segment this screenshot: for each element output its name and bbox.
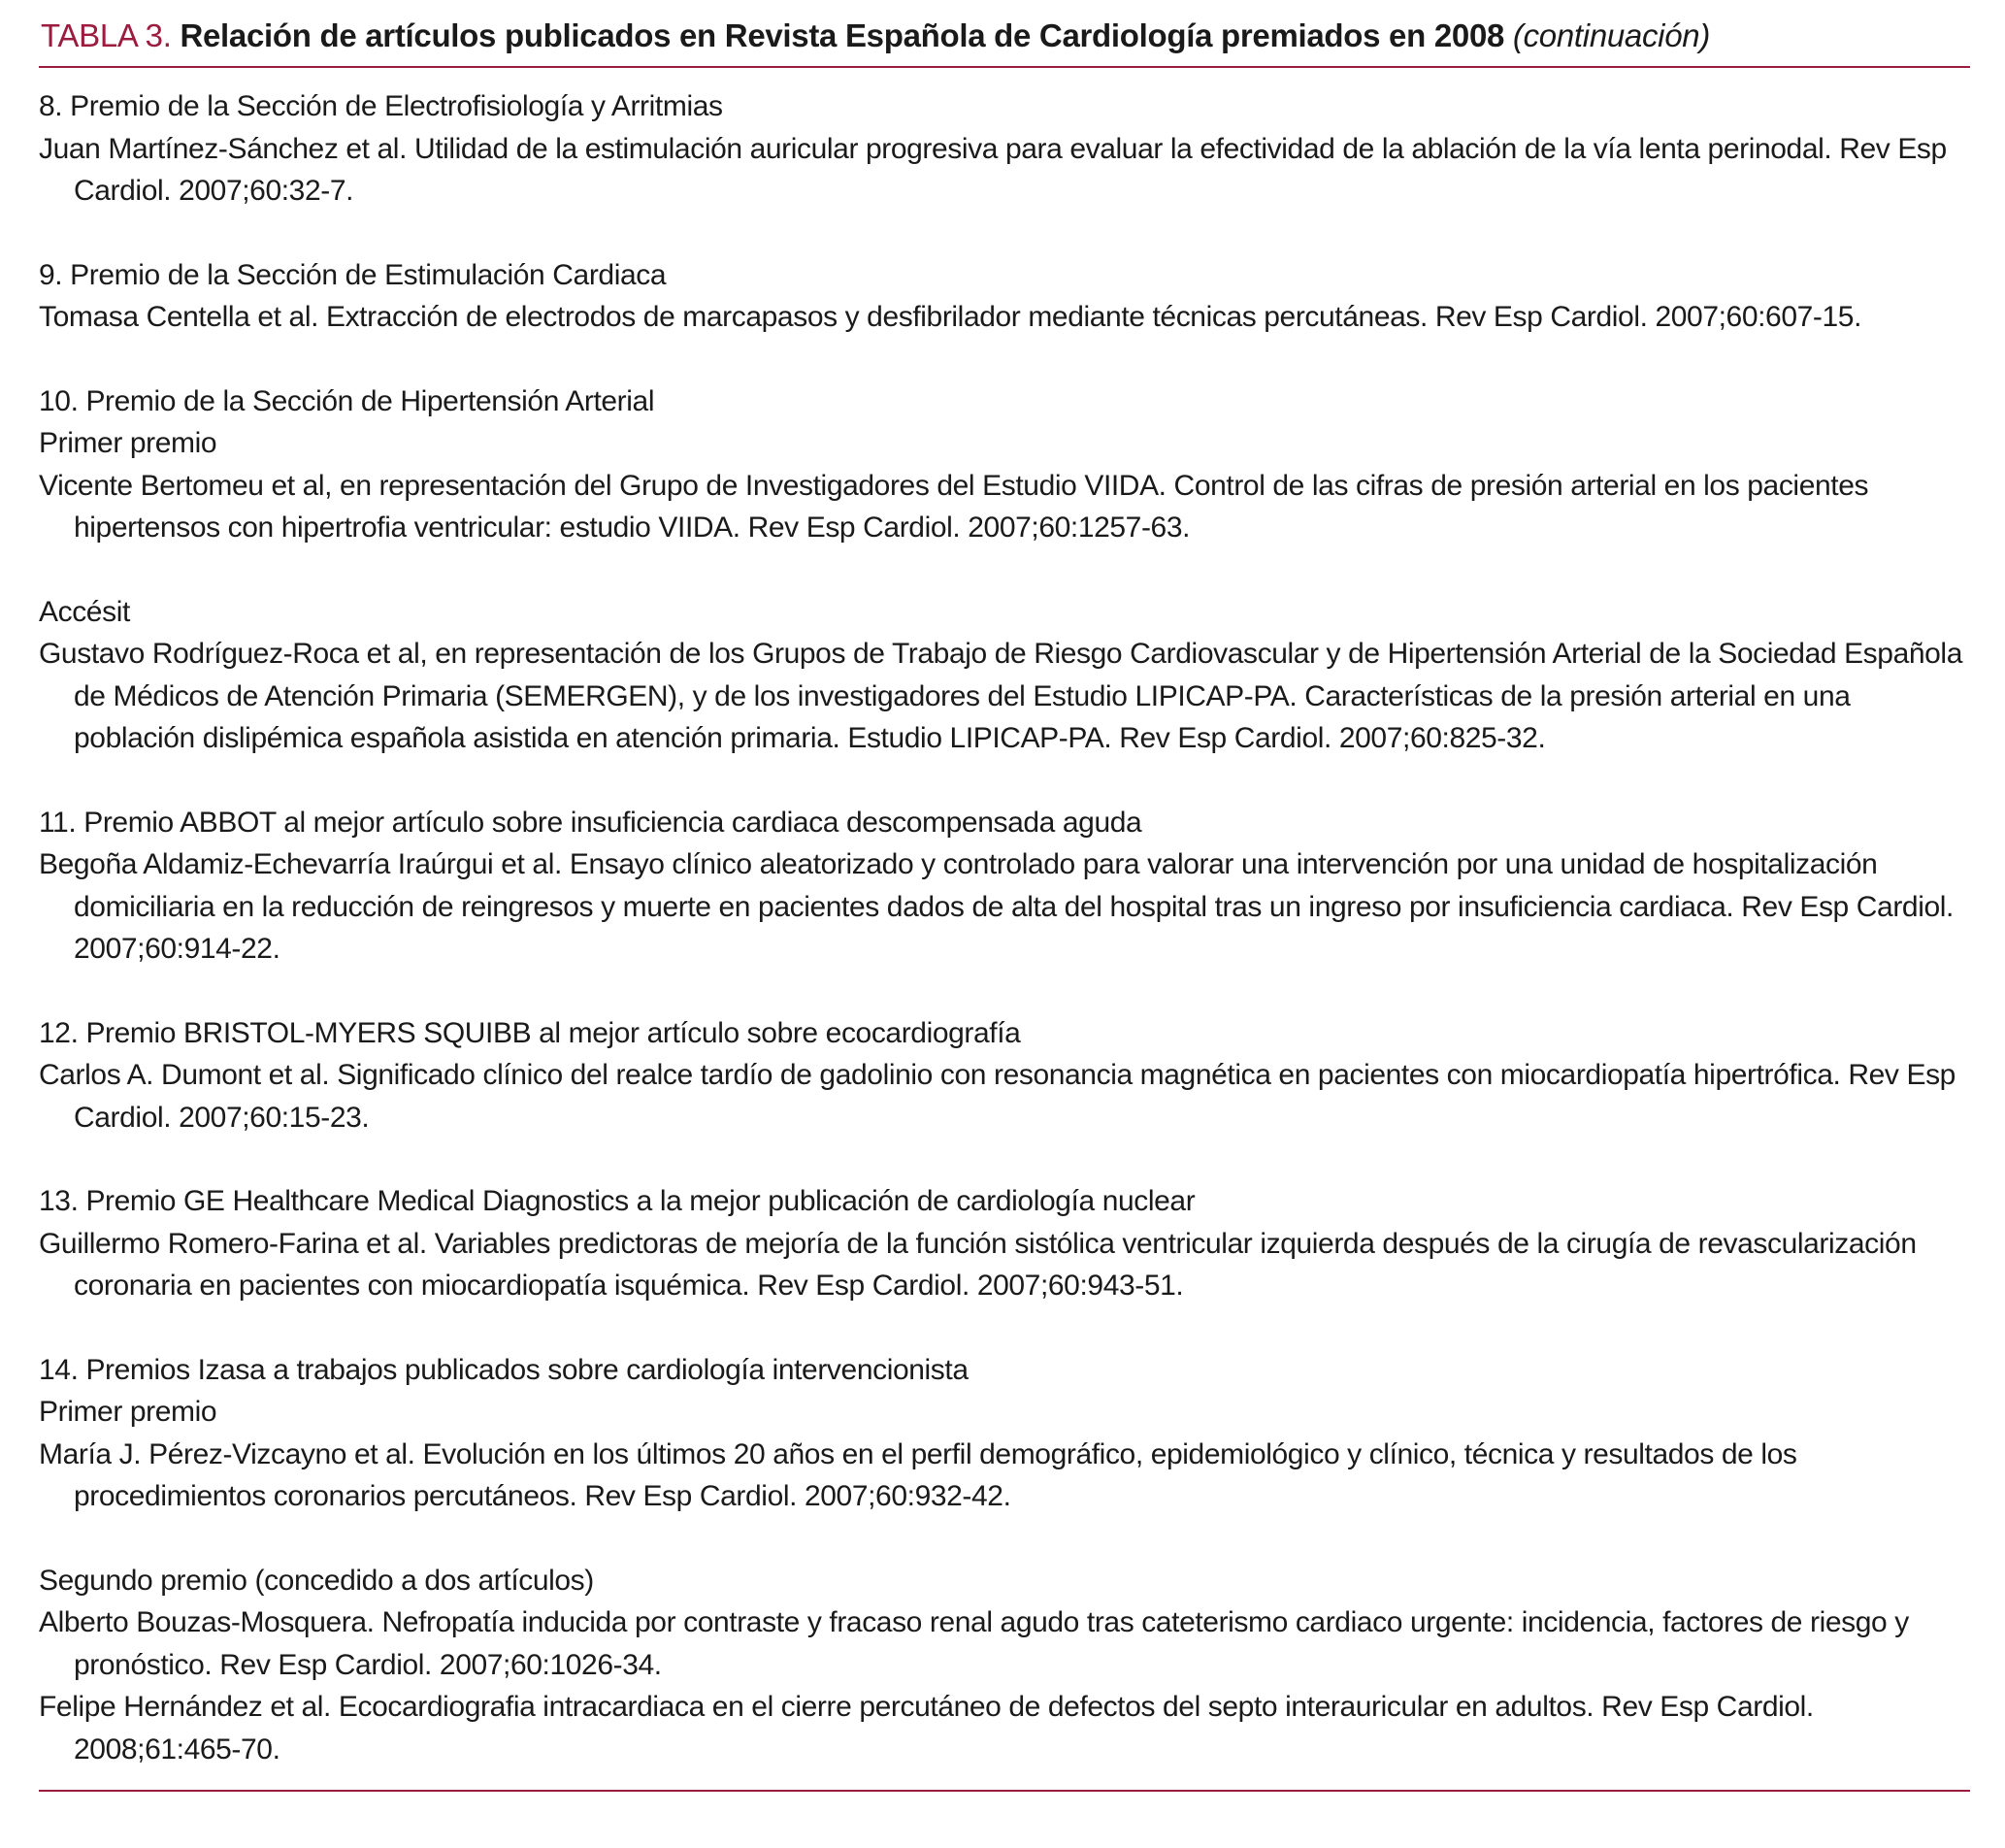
reference-entry: Juan Martínez-Sánchez et al. Utilidad de la estimulación auricular progresiva para evaluar la efectividad de la ablación de la vía lenta perinodal. Rev Esp Cardiol. 2007;60:32-7. xyxy=(39,132,1947,207)
section-14 xyxy=(39,1349,1970,1518)
reference-entry: Alberto Bouzas-Mosquera. Nefropatía inducida por contraste y fracaso renal agudo tras cateterismo cardiaco urgente: incidencia, factores de riesgo y pronóstico. Rev Esp Cardiol. 2007;60:1026-34. xyxy=(39,1606,1909,1681)
reference-entry: Begoña Aldamiz-Echevarría Iraúrgui et al. Ensayo clínico aleatorizado y controlado para valorar una intervención por una unidad de hospitalización domiciliaria en la reducción de reingresos y muerte en pacientes dados de alta del hospital tras un ingreso por insuficiencia cardiaca. Rev Esp Cardiol. 2007;60:914-22. xyxy=(39,848,1954,965)
bottom-rule xyxy=(39,1790,1970,1792)
section-heading: 10. Premio de la Sección de Hipertensión Arterial xyxy=(39,384,655,417)
section-10 xyxy=(39,380,1970,549)
section-segundo-premio xyxy=(39,1560,1970,1771)
table-body xyxy=(39,68,1970,1770)
section-heading: Accésit xyxy=(39,595,130,628)
reference-entry: Guillermo Romero-Farina et al. Variables predictoras de mejoría de la función sistólica ventricular izquierda después de la cirugía de revascularización coronaria en pacientes con miocardiopatía isquémica. Rev Esp Cardiol. 2007;60:943-51. xyxy=(39,1227,1917,1302)
section-13 xyxy=(39,1180,1970,1307)
section-9 xyxy=(39,254,1970,339)
reference-entry: María J. Pérez-Vizcayno et al. Evolución en los últimos 20 años en el perfil demográfico, epidemiológico y clínico, técnica y resultados de los procedimientos coronarios percutáneos. Rev Esp Cardiol. 2007;60:932-42. xyxy=(39,1437,1797,1512)
section-11 xyxy=(39,802,1970,971)
section-12 xyxy=(39,1012,1970,1139)
table-continuation: (continuación) xyxy=(1512,17,1711,53)
section-heading: 13. Premio GE Healthcare Medical Diagnostics a la mejor publicación de cardiología nuclear xyxy=(39,1185,1196,1217)
section-accesit xyxy=(39,591,1970,760)
table-title xyxy=(39,14,1970,58)
reference-entry: Felipe Hernández et al. Ecocardiografia intracardiaca en el cierre percutáneo de defectos del septo interauricular en adultos. Rev Esp Cardiol. 2008;61:465-70. xyxy=(39,1691,1814,1766)
section-8 xyxy=(39,85,1970,213)
section-heading: 8. Premio de la Sección de Electrofisiología y Arritmias xyxy=(39,90,723,122)
reference-entry: Carlos A. Dumont et al. Significado clínico del realce tardío de gadolinio con resonancia magnética en pacientes con miocardiopatía hipertrófica. Rev Esp Cardiol. 2007;60:15-23. xyxy=(39,1059,1956,1134)
reference-entry: Vicente Bertomeu et al, en representación del Grupo de Investigadores del Estudio VIIDA. Control de las cifras de presión arterial en los pacientes hipertensos con hipertrofia ventricular: estudio VIIDA. Rev Esp Cardiol. 2007;60:1257-63. xyxy=(39,469,1869,544)
section-heading: 14. Premios Izasa a trabajos publicados sobre cardiología intervencionista xyxy=(39,1353,969,1386)
reference-entry: Gustavo Rodríguez-Roca et al, en representación de los Grupos de Trabajo de Riesgo Cardiovascular y de Hipertensión Arterial de la Sociedad Española de Médicos de Atención Primaria (SEMERGEN), y de los investigadores del Estudio LIPICAP-PA. Características de la presión arterial en una población dislipémica española asistida en atención primaria. Estudio LIPICAP-PA. Rev Esp Cardiol. 2007;60:825-32. xyxy=(39,638,1962,754)
section-heading: 12. Premio BRISTOL-MYERS SQUIBB al mejor artículo sobre ecocardiografía xyxy=(39,1016,1021,1049)
table-page xyxy=(39,14,1970,1792)
section-heading: 9. Premio de la Sección de Estimulación Cardiaca xyxy=(39,258,667,291)
table-title-text: Relación de artículos publicados en Revista Española de Cardiología premiados en 2008 xyxy=(180,17,1505,53)
section-heading: 11. Premio ABBOT al mejor artículo sobre insuficiencia cardiaca descompensada aguda xyxy=(39,806,1142,839)
reference-entry: Tomasa Centella et al. Extracción de electrodos de marcapasos y desfibrilador mediante técnicas percutáneas. Rev Esp Cardiol. 2007;60:607-15. xyxy=(39,301,1862,333)
section-subheading: Primer premio xyxy=(39,427,217,459)
section-subheading: Primer premio xyxy=(39,1396,217,1428)
table-label: TABLA 3. xyxy=(41,17,172,53)
section-heading: Segundo premio (concedido a dos artículos) xyxy=(39,1564,594,1597)
